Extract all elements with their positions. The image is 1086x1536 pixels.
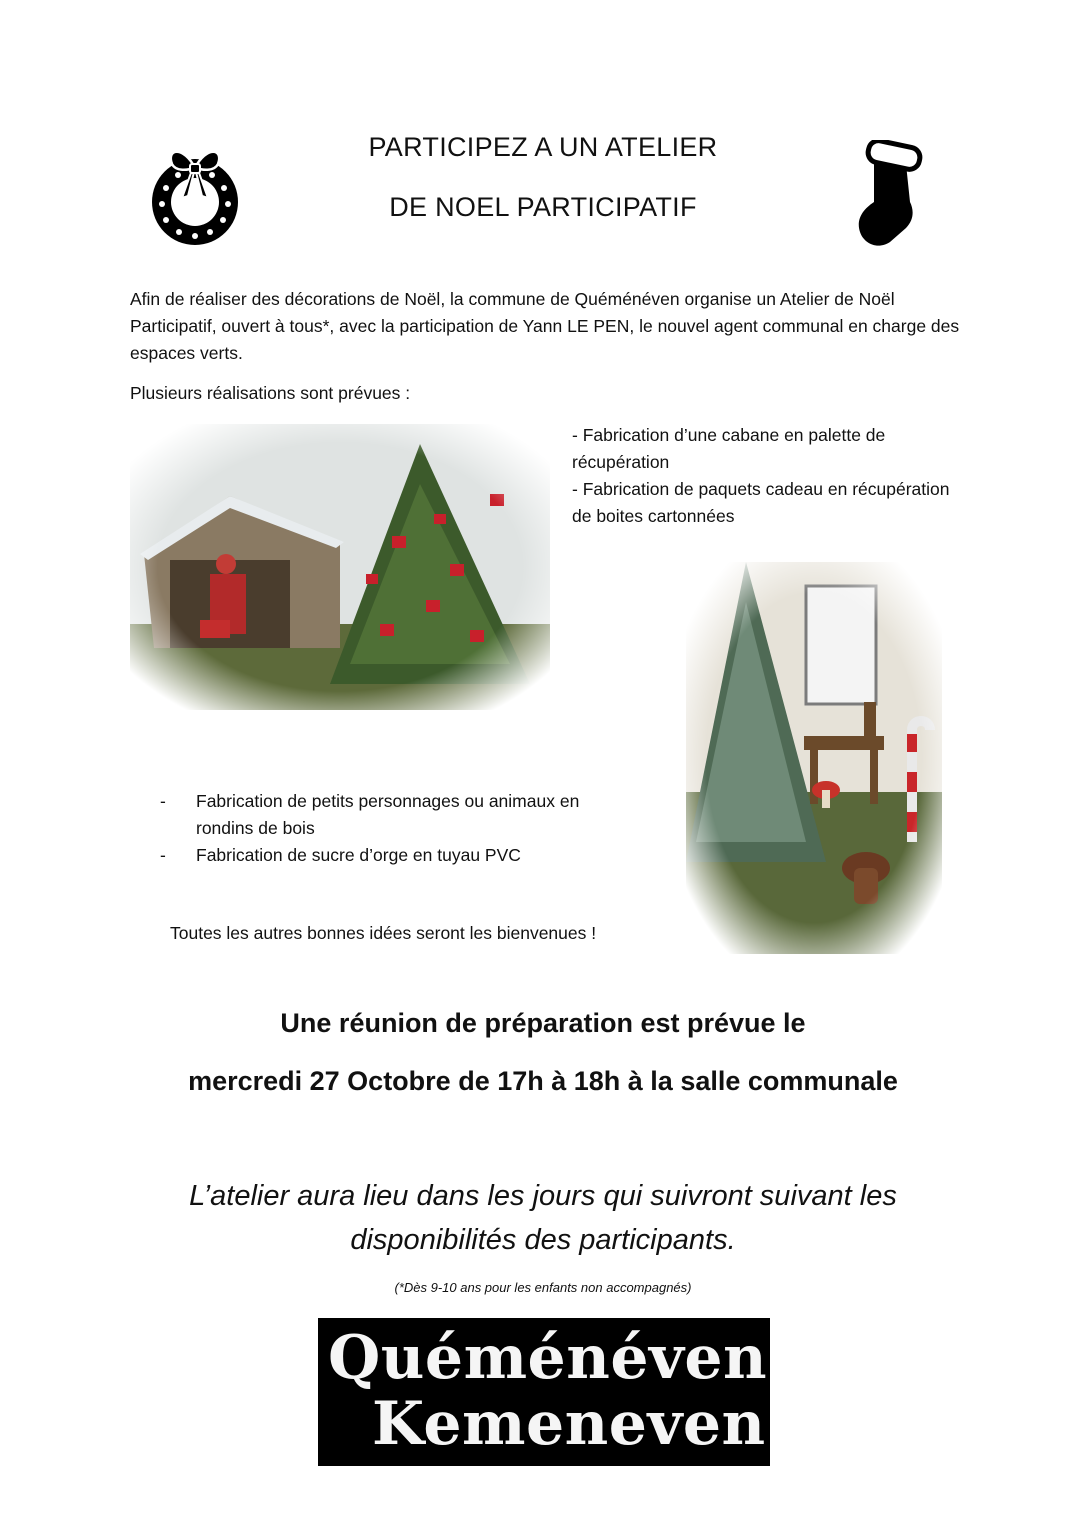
list-dash: - [160,791,166,811]
list-item-text: Fabrication de petits personnages ou animaux en rondins de bois [196,791,580,838]
list-item: - Fabrication de paquets cadeau en récupération de boites cartonnées [572,479,950,526]
title-line-2: DE NOEL PARTICIPATIF [389,192,697,222]
meeting-line-2: mercredi 27 Octobre de 17h à 18h à la salle communale [188,1066,898,1096]
reindeer-garden-photo [686,562,942,954]
list-item-text: Fabrication de sucre d’orge en tuyau PVC [196,845,521,865]
list-item: - Fabrication d’une cabane en palette de récupération [572,425,886,472]
list-item [160,842,630,869]
atelier-line-1: L’atelier aura lieu dans les jours qui suivront suivant les [189,1180,897,1212]
town-logo [318,1318,770,1466]
title-line-1: PARTICIPEZ A UN ATELIER [368,132,718,162]
activities-list-left [160,788,630,869]
logo-line-2: Kemeneven [372,1389,766,1459]
meeting-line-1: Une réunion de préparation est prévue le [280,1008,806,1038]
age-footnote: (*Dès 9-10 ans pour les enfants non accompagnés) [394,1280,692,1295]
welcome-text: Toutes les autres bonnes idées seront les bienvenues ! [170,923,597,943]
list-item [160,788,630,842]
list-dash: - [160,845,166,865]
activities-list-right [572,422,952,530]
atelier-line-2: disponibilités des participants. [350,1224,736,1256]
intro-paragraph: Afin de réaliser des décorations de Noël, la commune de Quéménéven organise un Atelier de Noël Participatif, ouvert à tous*, avec la participation de Yann LE PEN, le nouvel agent communal en charge des espaces verts. [130,289,960,363]
logo-line-1: Quéménéven [328,1323,768,1393]
stocking-icon [856,140,926,252]
christmas-tree-cabin-photo [130,424,550,710]
plans-label: Plusieurs réalisations sont prévues : [130,383,411,403]
